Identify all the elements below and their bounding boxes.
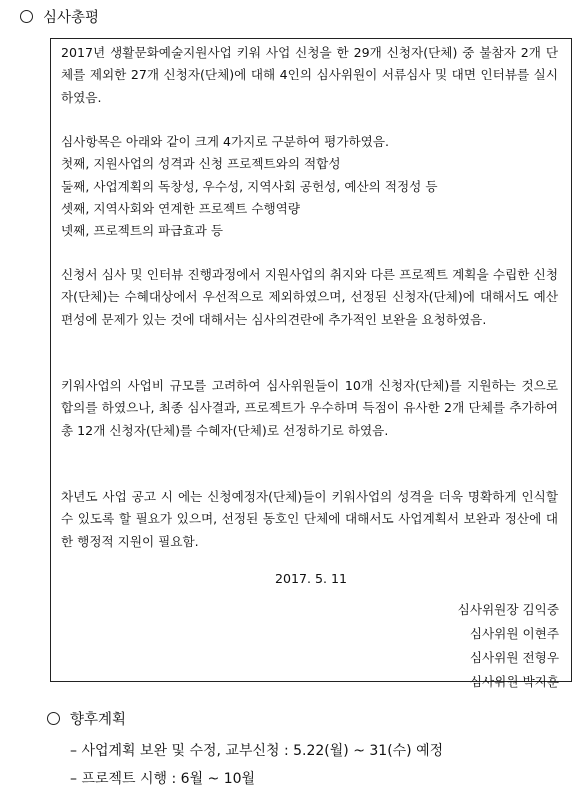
review-paragraph-5: 차년도 사업 공고 시 에는 신청예정자(단체)들이 키워사업의 성격을 더욱 명확하게 인식할 수 있도록 할 필요가 있으며, 선정된 동호인 단체에 대해서도 사업계획서 보완과 정산에 대한 행정적 지원이 필요함. [61,489,558,549]
circle-bullet-icon [47,712,60,725]
criteria-item-1: 첫째, 지원사업의 성격과 신청 프로젝트와의 적합성 [61,156,341,172]
review-date: 2017. 5. 11 [274,571,348,586]
review-summary-heading [20,6,99,27]
future-plan-title: 향후계획 [70,712,127,728]
future-plan-heading [47,708,126,729]
future-plan-item-2: – 프로젝트 시행 : 6월 ~ 10월 [70,771,256,787]
future-plan-item-1: – 사업계획 보완 및 수정, 교부신청 : 5.22(월) ~ 31(수) 예정 [70,743,444,759]
review-summary-box [50,38,572,689]
criteria-item-4: 넷째, 프로젝트의 파급효과 등 [61,223,223,239]
criteria-item-2: 둘째, 사업계획의 독창성, 우수성, 지역사회 공헌성, 예산의 적정성 등 [61,178,438,194]
review-paragraph-4: 키워사업의 사업비 규모를 고려하여 심사위원들이 10개 신청자(단체)를 지원하는 것으로 합의를 하였으나, 최종 심사결과, 프로젝트가 우수하며 득점이 유사한 2개 단체를 추가하여 총 12개 신청자(단체)를 수혜자(단체)로 선정하기로 하였음. [61,378,558,438]
signature-member-2: 심사위원 전형우 [469,650,559,665]
review-criteria-block [61,131,558,242]
signature-member-1: 심사위원 이현주 [469,626,559,641]
criteria-item-3: 셋째, 지역사회와 연계한 프로젝트 수행역량 [61,200,300,216]
circle-bullet-icon [20,10,33,23]
criteria-intro: 심사항목은 아래와 같이 크게 4가지로 구분하여 평가하였음. [61,134,390,149]
signature-chair: 심사위원장 김익중 [457,602,559,617]
signature-member-3: 심사위원 박지훈 [469,674,559,689]
review-paragraph-1: 2017년 생활문화예술지원사업 키워 사업 신청을 한 29개 신청자(단체) 중 불참자 2개 단체를 제외한 27개 신청자(단체)에 대해 4인의 심사위원이 서류심사 및 대면 인터뷰를 실시하였음. [61,45,558,105]
review-summary-title: 심사총평 [43,10,100,26]
review-paragraph-3: 신청서 심사 및 인터뷰 진행과정에서 지원사업의 취지와 다른 프로젝트 계획을 수립한 신청자(단체)는 수혜대상에서 우선적으로 제외하였으며, 선정된 신청자(단체)에 대해서도 예산편성에 문제가 있는 것에 대해서는 심사의견란에 추가적인 보완을 요청하였음. [61,267,558,327]
